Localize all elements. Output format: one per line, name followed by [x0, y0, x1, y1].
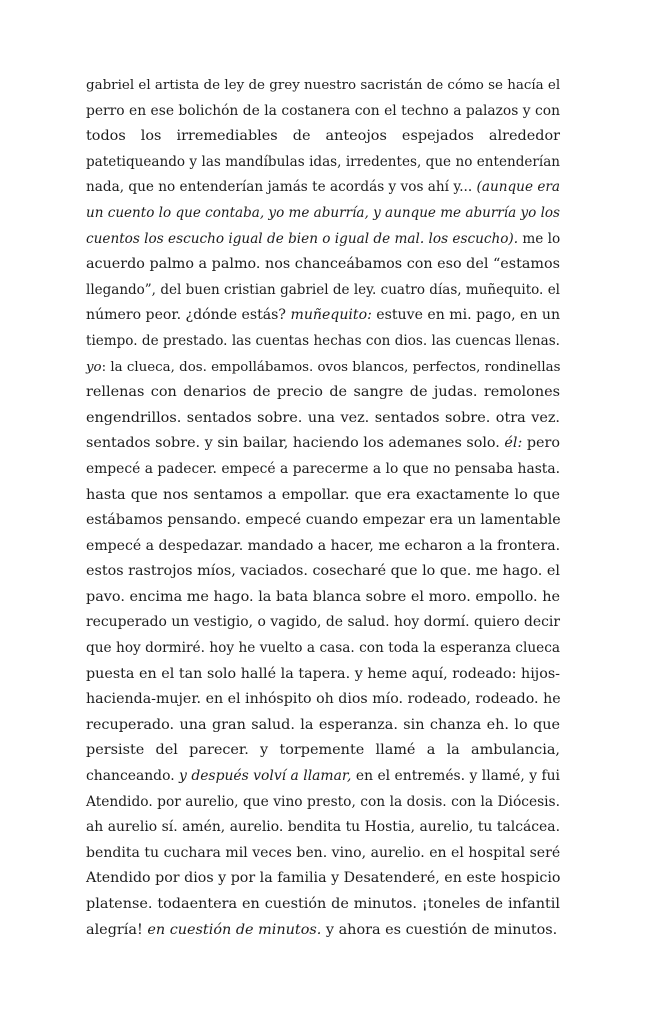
text-span: estábamos pensando. empecé cuando empezar era un lamentable [86, 512, 561, 529]
text-span: y ahora es cuestión de minutos. [321, 921, 558, 938]
text-span: alegría! [86, 921, 148, 938]
text-span: todos los irremediables de anteojos espejados alrededor [86, 128, 560, 145]
italic-text-span: un cuento lo que contaba, yo me aburría, y aunque me aburría yo los [86, 204, 560, 221]
text-line [86, 252, 560, 278]
text-line [86, 738, 560, 764]
text-line [86, 713, 560, 739]
text-span: me lo [518, 230, 561, 247]
text-span: hasta que nos sentamos a empollar. que era exactamente lo que [86, 486, 560, 503]
text-span: empecé a padecer. empecé a parecerme a lo que no pensaba hasta. [86, 460, 560, 477]
text-line [86, 585, 560, 611]
text-span: acuerdo palmo a palmo. nos chanceábamos con eso del “estamos [86, 256, 560, 273]
text-span: engendrillos. sentados sobre. una vez. sentados sobre. otra vez. [86, 409, 560, 426]
text-line [86, 764, 560, 790]
italic-text-span: (aunque era [476, 179, 561, 196]
text-line [86, 73, 560, 99]
text-span: nada, que no entenderían jamás te acordás y vos ahí y... [86, 179, 477, 196]
text-span: empecé a despedazar. mandado a hacer, me echaron a la frontera. [86, 537, 561, 554]
italic-text-span: muñequito: [290, 307, 372, 324]
text-line [86, 662, 560, 688]
italic-text-span: cuentos los escucho igual de bien o igual de mal. los escucho). [86, 230, 519, 247]
italic-text-span: yo [86, 359, 102, 375]
text-span: platense. todaentera en cuestión de minutos. ¡toneles de infantil [86, 896, 560, 912]
text-span: bendita tu cuchara mil veces ben. vino, aurelio. en el hospital seré [86, 844, 561, 861]
text-span: recuperado. una gran salud. la esperanza. sin chanza eh. lo que [86, 716, 560, 733]
text-line [86, 534, 560, 560]
text-line [86, 406, 560, 432]
text-line [86, 892, 560, 918]
text-span: Atendido. por aurelio, que vino presto, con la dosis. con la Diócesis. [86, 793, 560, 810]
text-span: hacienda-mujer. en el inhóspito oh dios mío. rodeado, rodeado. he [86, 691, 561, 708]
text-line [86, 866, 560, 892]
text-line [86, 150, 560, 176]
text-span: patetiqueando y las mandíbulas idas, irredentes, que no entenderían [86, 153, 560, 170]
text-line [86, 457, 560, 483]
text-span: tiempo. de prestado. las cuentas hechas con dios. las cuencas llenas. [86, 332, 560, 349]
text-line [86, 687, 560, 713]
text-line [86, 431, 560, 457]
text-span: perro en ese bolichón de la costanera con el techno a palazos y con [86, 102, 560, 119]
text-line [86, 99, 560, 125]
text-line [86, 355, 560, 381]
text-line [86, 227, 560, 253]
text-line [86, 380, 560, 406]
italic-text-span: en cuestión de minutos. [147, 921, 322, 938]
text-line [86, 815, 560, 841]
text-line [86, 508, 560, 534]
text-line [86, 303, 560, 329]
text-span: recuperado un vestigio, o vagido, de salud. hoy dormí. quiero decir [86, 614, 560, 631]
document-page [86, 73, 560, 943]
text-span: puesta en el tan solo hallé la tapera. y heme aquí, rodeado: hijos- [86, 665, 560, 682]
text-line [86, 175, 560, 201]
text-line [86, 610, 560, 636]
text-line [86, 559, 560, 585]
text-span: rellenas con denarios de precio de sangre de judas. remolones [86, 384, 560, 401]
text-span: chanceando. [86, 768, 180, 785]
text-span: ah aurelio sí. amén, aurelio. bendita tu Hostia, aurelio, tu talcácea. [86, 819, 560, 836]
text-line [86, 124, 560, 150]
text-span: pavo. encima me hago. la bata blanca sobre el moro. empollo. he [86, 588, 560, 605]
text-line [86, 918, 560, 944]
text-line [86, 841, 560, 867]
text-line [86, 790, 560, 816]
text-line [86, 636, 560, 662]
italic-text-span: y después volví a llamar, [179, 768, 352, 785]
text-span: número peor. ¿dónde estás? [86, 307, 291, 324]
text-line [86, 329, 560, 355]
italic-text-span: él: [504, 435, 523, 452]
text-line [86, 483, 560, 509]
text-span: llegando”, del buen cristian gabriel de ley. cuatro días, muñequito. el [86, 281, 560, 298]
text-span: persiste del parecer. y torpemente llamé a la ambulancia, [86, 742, 560, 759]
text-span: Atendido por dios y por la familia y Desatenderé, en este hospicio [86, 870, 561, 887]
text-span: estuve en mi. pago, en un [371, 307, 561, 324]
text-line [86, 278, 560, 304]
text-span: : la clueca, dos. empollábamos. ovos blancos, perfectos, rondinellas [101, 359, 561, 375]
text-span: en el entremés. y llamé, y fui [351, 768, 561, 785]
text-line [86, 201, 560, 227]
text-span: que hoy dormiré. hoy he vuelto a casa. con toda la esperanza clueca [86, 640, 560, 657]
text-span: sentados sobre. y sin bailar, haciendo los ademanes solo. [86, 435, 505, 452]
text-span: pero [522, 435, 560, 452]
text-span: estos rastrojos míos, vaciados. cosecharé que lo que. me hago. el [86, 563, 560, 580]
text-span: gabriel el artista de ley de grey nuestro sacristán de cómo se hacía el [86, 78, 561, 93]
